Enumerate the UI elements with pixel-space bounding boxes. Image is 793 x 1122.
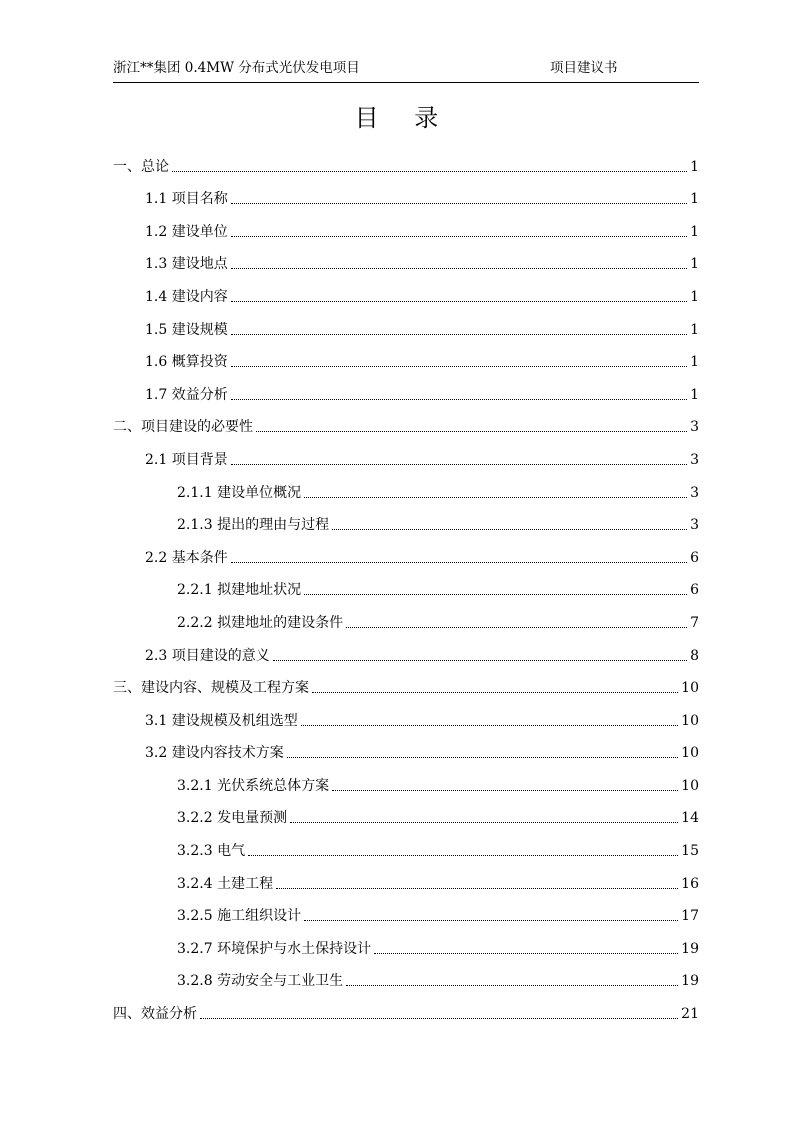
- toc-entry-label: 二、项目建设的必要性: [113, 419, 253, 436]
- toc-title: 目 录: [354, 104, 453, 132]
- toc-entry[interactable]: [113, 176, 699, 209]
- toc-dot-leader: [332, 529, 687, 530]
- toc-entry[interactable]: [113, 143, 699, 176]
- toc-entry-page-number: 10: [681, 712, 699, 729]
- toc-entry-page-number: 1: [690, 256, 699, 273]
- toc-entry[interactable]: [113, 567, 699, 600]
- toc-entry-page-number: 3: [690, 517, 699, 534]
- toc-entry-page-number: 6: [690, 549, 699, 566]
- toc-dot-leader: [231, 301, 687, 302]
- toc-entry-page-number: 16: [681, 875, 699, 892]
- toc-entry-label: 3.2.4 土建工程: [177, 875, 274, 892]
- toc-dot-leader: [200, 1018, 678, 1019]
- toc-dot-leader: [231, 203, 687, 204]
- toc-entry-label: 2.1.1 建设单位概况: [177, 484, 302, 501]
- toc-entry-label: 3.2 建设内容技术方案: [145, 745, 284, 762]
- toc-entry[interactable]: [113, 241, 699, 274]
- toc-entry-label: 1.1 项目名称: [145, 191, 228, 208]
- toc-entry[interactable]: [113, 502, 699, 535]
- header-document-type: 项目建议书: [550, 60, 618, 76]
- toc-entry-page-number: 15: [681, 843, 699, 860]
- toc-dot-leader: [287, 757, 678, 758]
- toc-entry[interactable]: [113, 306, 699, 339]
- toc-dot-leader: [231, 236, 687, 237]
- toc-entry[interactable]: [113, 208, 699, 241]
- toc-entry-label: 2.2.1 拟建地址状况: [177, 582, 302, 599]
- toc-entry-page-number: 3: [690, 451, 699, 468]
- toc-dot-leader: [231, 399, 687, 400]
- toc-dot-leader: [248, 855, 678, 856]
- toc-entry[interactable]: [113, 339, 699, 372]
- toc-entry-page-number: 21: [681, 1006, 699, 1023]
- toc-entry-label: 2.1.3 提出的理由与过程: [177, 517, 330, 534]
- toc-dot-leader: [304, 920, 678, 921]
- toc-dot-leader: [172, 171, 687, 172]
- toc-entry[interactable]: [113, 436, 699, 469]
- toc-entry-label: 3.1 建设规模及机组选型: [145, 712, 298, 729]
- toc-entry-label: 1.3 建设地点: [145, 256, 228, 273]
- toc-dot-leader: [301, 725, 678, 726]
- toc-entry-page-number: 14: [681, 810, 699, 827]
- toc-entry-label: 3.2.1 光伏系统总体方案: [177, 777, 330, 794]
- toc-entry-page-number: 19: [681, 973, 699, 990]
- toc-entry-label: 3.2.2 发电量预测: [177, 810, 288, 827]
- table-of-contents: [113, 143, 699, 1023]
- toc-dot-leader: [231, 562, 687, 563]
- toc-dot-leader: [304, 594, 687, 595]
- toc-entry[interactable]: [113, 990, 699, 1023]
- header-project-name: 浙江**集团 0.4MW 分布式光伏发电项目: [113, 60, 360, 76]
- toc-dot-leader: [276, 888, 678, 889]
- toc-entry-page-number: 1: [690, 191, 699, 208]
- toc-entry[interactable]: [113, 404, 699, 437]
- toc-dot-leader: [312, 692, 678, 693]
- toc-dot-leader: [256, 431, 687, 432]
- toc-entry[interactable]: [113, 632, 699, 665]
- toc-entry-page-number: 7: [690, 614, 699, 631]
- toc-dot-leader: [346, 627, 687, 628]
- toc-entry[interactable]: [113, 469, 699, 502]
- toc-entry-page-number: 19: [681, 940, 699, 957]
- toc-entry-page-number: 8: [690, 647, 699, 664]
- toc-dot-leader: [231, 464, 687, 465]
- toc-dot-leader: [290, 822, 678, 823]
- toc-entry[interactable]: [113, 599, 699, 632]
- toc-entry[interactable]: [113, 795, 699, 828]
- toc-entry-page-number: 1: [690, 354, 699, 371]
- toc-entry-page-number: 1: [690, 158, 699, 175]
- toc-entry-label: 1.2 建设单位: [145, 223, 228, 240]
- toc-dot-leader: [332, 790, 678, 791]
- toc-dot-leader: [346, 985, 678, 986]
- toc-entry-label: 1.4 建设内容: [145, 288, 228, 305]
- toc-entry[interactable]: [113, 730, 699, 763]
- toc-entry[interactable]: [113, 762, 699, 795]
- toc-entry-page-number: 3: [690, 484, 699, 501]
- toc-entry-label: 2.2.2 拟建地址的建设条件: [177, 614, 344, 631]
- toc-entry-label: 2.2 基本条件: [145, 549, 228, 566]
- toc-dot-leader: [231, 366, 687, 367]
- toc-entry-label: 一、总论: [113, 158, 169, 175]
- toc-entry-label: 1.7 效益分析: [145, 386, 228, 403]
- toc-entry[interactable]: [113, 534, 699, 567]
- toc-entry-page-number: 1: [690, 321, 699, 338]
- toc-entry[interactable]: [113, 893, 699, 926]
- toc-entry-label: 1.6 概算投资: [145, 354, 228, 371]
- toc-dot-leader: [374, 953, 678, 954]
- toc-entry-label: 1.5 建设规模: [145, 321, 228, 338]
- toc-entry-page-number: 10: [681, 777, 699, 794]
- toc-entry-label: 3.2.5 施工组织设计: [177, 908, 302, 925]
- toc-entry[interactable]: [113, 827, 699, 860]
- toc-entry-page-number: 1: [690, 386, 699, 403]
- page-header: [113, 56, 699, 83]
- toc-entry-page-number: 17: [681, 908, 699, 925]
- toc-entry-label: 3.2.3 电气: [177, 843, 246, 860]
- toc-entry-label: 四、效益分析: [113, 1006, 197, 1023]
- toc-dot-leader: [231, 334, 687, 335]
- toc-entry-page-number: 10: [681, 745, 699, 762]
- toc-entry-page-number: 6: [690, 582, 699, 599]
- toc-entry-page-number: 1: [690, 288, 699, 305]
- toc-entry[interactable]: [113, 860, 699, 893]
- toc-dot-leader: [273, 660, 687, 661]
- toc-dot-leader: [304, 497, 687, 498]
- toc-entry[interactable]: [113, 665, 699, 698]
- toc-entry-label: 3.2.8 劳动安全与工业卫生: [177, 973, 344, 990]
- toc-entry[interactable]: [113, 273, 699, 306]
- toc-entry-label: 三、建设内容、规模及工程方案: [113, 680, 309, 697]
- toc-entry-page-number: 3: [690, 419, 699, 436]
- toc-dot-leader: [231, 268, 687, 269]
- toc-entry-label: 2.3 项目建设的意义: [145, 647, 270, 664]
- toc-entry-label: 2.1 项目背景: [145, 451, 228, 468]
- toc-entry[interactable]: [113, 925, 699, 958]
- toc-entry-page-number: 1: [690, 223, 699, 240]
- toc-entry-label: 3.2.7 环境保护与水土保持设计: [177, 940, 372, 957]
- toc-entry[interactable]: [113, 958, 699, 991]
- toc-entry-page-number: 10: [681, 680, 699, 697]
- toc-entry[interactable]: [113, 371, 699, 404]
- toc-entry[interactable]: [113, 697, 699, 730]
